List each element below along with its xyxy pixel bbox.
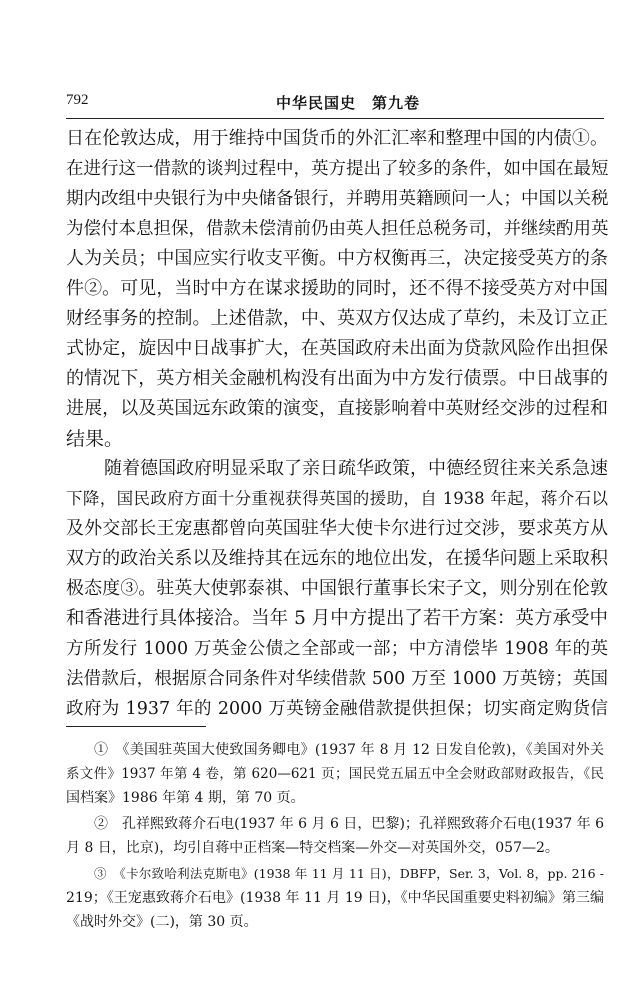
text-line: 下降，国民政府方面十分重视获得英国的援助，自 1938 年起，蒋介石以: [66, 489, 608, 508]
footnote-line: ① 《美国驻英国大使致国务卿电》(1937 年 8 月 12 日发自伦敦)，《美国对外关: [94, 742, 604, 758]
paragraph-2: [66, 454, 608, 724]
text-line: 的情况下，英方相关金融机构没有出面为中方发行债票。中日战事的: [66, 368, 608, 389]
text-line: 双方的政治关系以及维持其在远东的地位出发，在援华问题上采取积: [66, 548, 608, 569]
text-line: 日在伦敦达成，用于维持中国货币的外汇汇率和整理中国的内债①。: [66, 128, 608, 149]
text-line: 式协定，旋因中日战事扩大，在英国政府未出面为贷款风险作出担保: [66, 338, 608, 359]
footnotes: [66, 738, 604, 936]
footnote-line: ② 孔祥熙致蒋介石电(1937 年 6 月 6 日，巴黎)；孔祥熙致蒋介石电(1937 年 6: [94, 816, 604, 832]
text-line: 在进行这一借款的谈判过程中，英方提出了较多的条件，如中国在最短: [66, 159, 609, 179]
footnote-1: [66, 738, 604, 810]
body-text: [66, 124, 608, 724]
footnote-rule: [66, 726, 206, 727]
running-title: 中华民国史 第九卷: [276, 94, 421, 112]
text-line: 人为关员；中国应实行收支平衡。中方权衡再三，决定接受英方的条: [66, 248, 608, 269]
page-number: 792: [66, 92, 89, 108]
text-line: 政府为 1937 年的 2000 万英镑金融借款提供担保；切实商定购货信: [66, 699, 608, 719]
text-line: 及外交部长王宠惠都曾向英国驻华大使卡尔进行过交涉，要求英方从: [66, 518, 608, 539]
text-line: 法借款后，根据原合同条件对华续借款 500 万至 1000 万英镑；英国: [66, 669, 608, 689]
text-line: 件②。可见，当时中方在谋求援助的同时，还不得不接受英方对中国: [66, 278, 608, 299]
footnote-line: ③ 《卡尔致哈利法克斯电》(1938 年 11 月 11 日)，DBFP，Ser. 3，Vol. 8，pp. 216 -: [94, 866, 604, 881]
page-header: [66, 92, 604, 114]
footnote-3: [66, 862, 604, 934]
text-line: 方所发行 1000 万英金公债之全部或一部；中方清偿毕 1908 年的英: [66, 639, 608, 659]
text-line: 为偿付本息担保，借款未偿清前仍由英人担任总税务司，并继续酌用英: [66, 219, 609, 239]
footnote-line: 系文件》1937 年第 4 卷，第 620—621 页；国民党五届五中全会财政部财政报告，《民: [66, 766, 604, 782]
text-line: 期内改组中央银行为中央储备银行，并聘用英籍顾问一人；中国以关税: [66, 189, 609, 209]
text-line: 随着德国政府明显采取了亲日疏华政策，中德经贸往来关系急速: [104, 458, 608, 479]
footnote-line: 月 8 日，比京)，均引自蒋中正档案—特交档案—外交—对英国外交，057—2。: [66, 840, 559, 856]
text-line: 结果。: [66, 428, 124, 450]
footnote-2: [66, 812, 604, 860]
text-line: 财经事务的控制。上述借款，中、英双方仅达成了草约，未及订立正: [66, 308, 608, 329]
text-line: 和香港进行具体接洽。当年 5 月中方提出了若干方案：英方承受中: [66, 608, 608, 629]
footnote-line: 国档案》1986 年第 4 期，第 70 页。: [66, 790, 305, 806]
footnote-line: 219；《王宠惠致蒋介石电》(1938 年 11 月 19 日)，《中华民国重要史料初编》第三编: [66, 890, 604, 906]
text-line: 进展，以及英国远东政策的演变，直接影响着中英财经交涉的过程和: [66, 398, 608, 419]
footnote-line: 《战时外交》(二)，第 30 页。: [66, 914, 258, 930]
text-line: 极态度③。驻英大使郭泰祺、中国银行董事长宋子文，则分别在伦敦: [66, 578, 608, 599]
header-rule: [66, 118, 604, 119]
paragraph-1: [66, 124, 608, 454]
